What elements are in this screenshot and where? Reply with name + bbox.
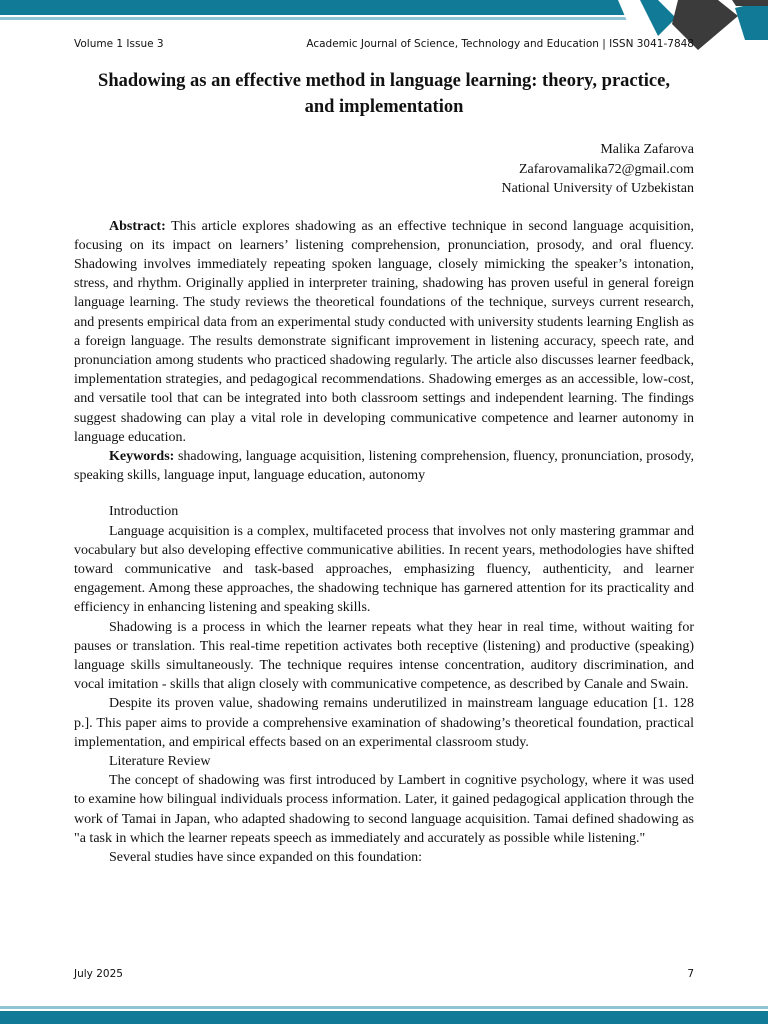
keywords-text: shadowing, language acquisition, listening comprehension, fluency, pronunciation, prosody, speaking skills, language input, language education, autonomy: [74, 448, 694, 484]
abstract-text: This article explores shadowing as an effective technique in second language acquisition, focusing on its impact on learners’ listening comprehension, pronunciation, prosody, and oral fluency. Shadowing involves immediately repeating spoken language, closely mimicking the speaker’s intonation, stress, and rhythm. Originally applied in interpreter training, shadowing has proven useful in general foreign language learning. The study reviews the theoretical foundations of the technique, surveys current research, and presents empirical data from an experimental study conducted with university students learning English as a foreign language. The results demonstrate significant improvement in listening accuracy, speech rate, and pronunciation among students who practiced shadowing regularly. The article also discusses learner feedback, implementation strategies, and pedagogical recommendations. Shadowing emerges as an accessible, low-cost, and versatile tool that can be integrated into both classroom settings and independent learning. The findings suggest shadowing can play a vital role in developing communicative competence and learner autonomy in language education.: [74, 218, 695, 445]
litreview-paragraph-1: The concept of shadowing was first introduced by Lambert in cognitive psychology, where it was used to examine how bilingual individuals process information. Later, it gained pedagogical application through the work of Tamai in Japan, who adapted shadowing to second language acquisition. Tamai defined shadowing as "a task in which the learner repeats speech as immediately and accurately as possible while listening.": [74, 773, 694, 846]
bottom-band-light: [0, 1006, 768, 1009]
footer-date: July 2025: [74, 968, 123, 980]
intro-paragraph-1: Language acquisition is a complex, multifaceted process that involves not only mastering grammar and vocabulary but also developing effective communicative abilities. In recent years, methodologies have shifted toward communicative and task-based approaches, emphasizing fluency, authenticity, and learner engagement. Among these approaches, the shadowing technique has garnered attention for its practicality and efficiency in enhancing listening and speaking skills.: [74, 523, 694, 616]
author-block: [74, 140, 694, 199]
author-email[interactable]: Zafarovamalika72@gmail.com: [519, 161, 694, 177]
running-footer: [74, 968, 694, 984]
author-name: Malika Zafarova: [600, 142, 694, 157]
intro-paragraph-3: Despite its proven value, shadowing remains underutilized in mainstream language education [1. 128 p.]. This paper aims to provide a comprehensive examination of shadowing’s theoretical foundation, practical implementation, and empirical effects based on an experimental classroom study.: [74, 696, 694, 750]
corner-dark-strip: [732, 0, 768, 6]
intro-paragraph-2: Shadowing is a process in which the learner repeats what they hear in real time, without waiting for pauses or translation. This real-time repetition activates both receptive (listening) and productive (speaking) language skills simultaneously. The technique requires intense concentration, auditory discrimination, and vocal imitation - skills that align closely with communicative competence, as described by Canale and Swain.: [74, 619, 694, 693]
litreview-paragraph-2: Several studies have since expanded on this foundation:: [109, 850, 422, 865]
article-body: [74, 68, 694, 867]
keywords-paragraph: [74, 447, 694, 485]
page-number: 7: [687, 968, 694, 980]
running-header: [74, 38, 694, 54]
spacer: [74, 485, 694, 502]
bottom-band-dark: [0, 1011, 768, 1024]
section-heading-introduction: Introduction: [109, 504, 179, 520]
bottom-accent-band: [0, 1006, 768, 1024]
article-title: Shadowing as an effective method in language learning: theory, practice, and implementation: [98, 71, 670, 117]
header-volume-issue: Volume 1 Issue 3: [74, 38, 164, 50]
abstract-label: Abstract:: [109, 218, 166, 234]
section-heading-literature-review: Literature Review: [109, 753, 211, 769]
keywords-label: Keywords:: [109, 448, 175, 464]
header-journal-name: Academic Journal of Science, Technology and Education | ISSN 3041-7848: [306, 38, 694, 50]
author-affiliation: National University of Uzbekistan: [501, 181, 694, 196]
abstract-paragraph: [74, 217, 694, 447]
